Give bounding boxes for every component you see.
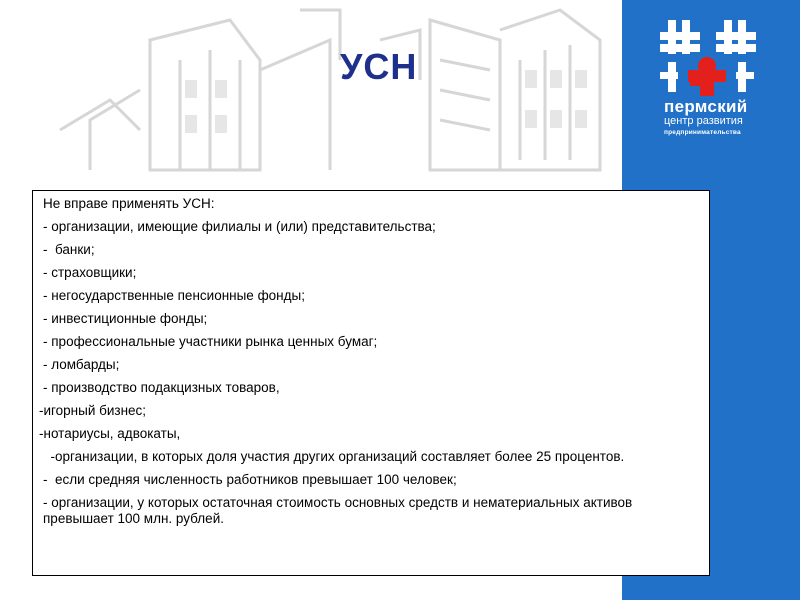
list-item: - профессиональные участники рынка ценных бумаг; — [43, 334, 378, 349]
restrictions-list — [39, 196, 689, 534]
slide-title: УСН — [340, 46, 418, 87]
list-item: - банки; — [43, 242, 95, 257]
list-item: - если средняя численность работников превышает 100 человек; — [43, 472, 457, 487]
list-item: - инвестиционные фонды; — [43, 311, 208, 326]
logo-line-center: центр развития — [664, 115, 743, 127]
list-item: -организации, в которых доля участия других организаций составляет более 25 процентов. — [43, 449, 625, 464]
list-item: - ломбарды; — [43, 357, 120, 372]
list-item: - организации, имеющие филиалы и (или) представительства; — [43, 219, 436, 234]
content-box — [32, 190, 710, 576]
list-item: -игорный бизнес; — [39, 403, 147, 418]
list-intro: Не вправе применять УСН: — [43, 196, 215, 211]
list-item: - негосударственные пенсионные фонды; — [43, 288, 305, 303]
list-item: - производство подакцизных товаров, — [43, 380, 280, 395]
logo-line-entrepreneurship: предпринимательства — [664, 129, 741, 136]
list-item: - страховщики; — [43, 265, 137, 280]
logo-line-perm: пермский — [664, 97, 748, 116]
list-item: - организации, у которых остаточная стоимость основных средств и нематериальных активов превышает 100 млн. рублей. — [43, 495, 636, 526]
list-item: -нотариусы, адвокаты, — [39, 426, 181, 441]
logo-wordmark — [664, 98, 764, 137]
